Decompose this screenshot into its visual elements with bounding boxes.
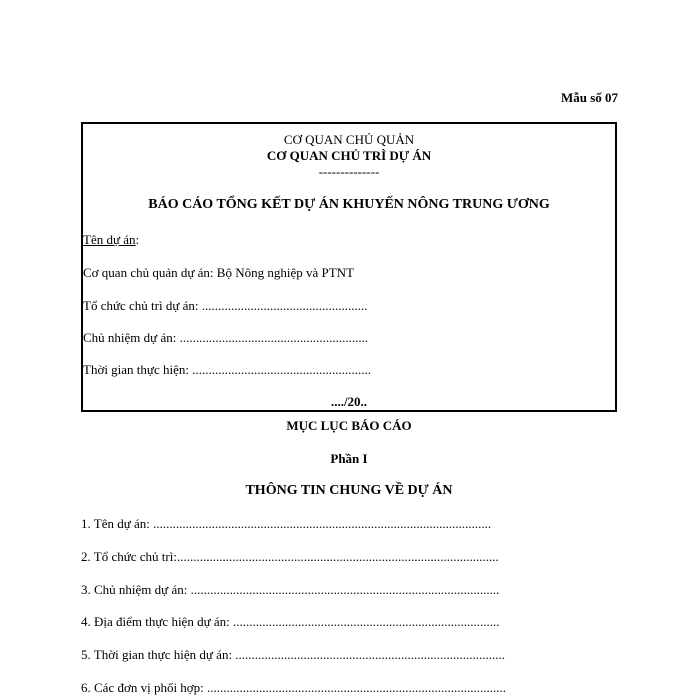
toc-item: 4. Địa điểm thực hiện dự án: ..................................................................................	[81, 614, 500, 629]
agency-host: CƠ QUAN CHỦ TRÌ DỰ ÁN	[266, 148, 432, 163]
project-lead-line: Chủ nhiệm dự án: ..........................................................	[83, 330, 369, 345]
toc-item: 1. Tên dự án: ........................................................................................................	[81, 516, 492, 531]
agency-top: CƠ QUAN CHỦ QUẢN	[283, 132, 415, 147]
toc-item: 3. Chủ nhiệm dự án: ...............................................................................................	[81, 582, 500, 597]
part-label: Phần I	[330, 451, 368, 466]
project-name-label: Tên dự án	[83, 232, 136, 247]
separator: --------------	[318, 164, 380, 179]
form-code: Mẫu số 07	[560, 90, 618, 105]
cover-box	[81, 122, 617, 412]
toc-item: 2. Tổ chức chủ trì:...................................................................................................	[81, 549, 499, 564]
duration-line: Thời gian thực hiện: .......................................................	[83, 362, 371, 377]
project-name-colon: :	[135, 232, 140, 247]
project-name-line	[83, 232, 139, 248]
toc-title: MỤC LỤC BÁO CÁO	[286, 418, 412, 433]
section-title: THÔNG TIN CHUNG VỀ DỰ ÁN	[245, 483, 453, 498]
host-org-line: Tổ chức chủ trì dự án: ...................................................	[83, 298, 368, 313]
report-date: ..../20..	[330, 394, 368, 409]
managing-agency-line: Cơ quan chủ quản dự án: Bộ Nông nghiệp và PTNT	[83, 265, 354, 280]
toc-item: 6. Các đơn vị phối hợp: ............................................................................................	[81, 680, 507, 695]
toc-item: 5. Thời gian thực hiện dự án: ...................................................................................	[81, 647, 506, 662]
report-title: BÁO CÁO TỔNG KẾT DỰ ÁN KHUYẾN NÔNG TRUNG ƯƠNG	[148, 197, 550, 212]
